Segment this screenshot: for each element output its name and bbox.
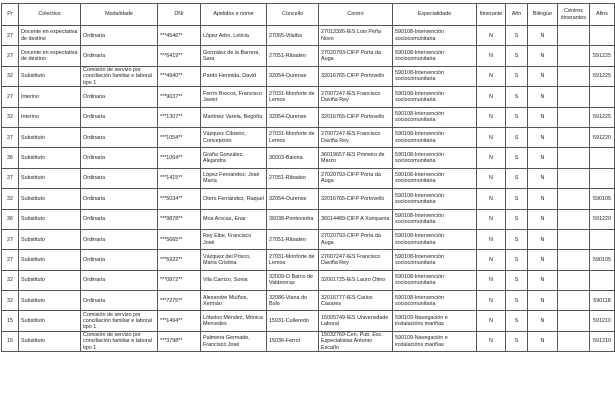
cell-concello: 32054-Ourense xyxy=(267,66,319,86)
cell-afin: S xyxy=(506,66,528,86)
cell-centro: 15005749-IES Universidade Laboral xyxy=(319,311,393,331)
cell-afins: 591220 xyxy=(590,209,615,229)
cell-colectivo: Docente en expectativa de destino xyxy=(19,26,81,46)
cell-modalidade: Ordinaria xyxy=(81,127,158,147)
cell-concello: 27031-Monforte de Lemos xyxy=(267,87,319,107)
cell-colectivo: Substituto xyxy=(19,270,81,290)
cell-afins xyxy=(590,168,615,188)
cell-centros-itinerantes xyxy=(558,291,590,311)
cell-modalidade: Comisión de servizo por conciliación familiar e laboral tipo 1 xyxy=(81,311,158,331)
cell-afins: 591210 xyxy=(590,311,615,331)
cell-nome: Lóbelos Méndez, Mónica Mercedes xyxy=(201,311,267,331)
table-row xyxy=(2,46,615,66)
header-row xyxy=(2,4,615,26)
cell-concello: 27031-Monforte de Lemos xyxy=(267,127,319,147)
cell-pr: 27 xyxy=(2,87,19,107)
cell-centro: 27013326-IES Lois Peña Novo xyxy=(319,26,393,46)
table-row xyxy=(2,148,615,168)
cell-pr: 15 xyxy=(2,331,19,351)
cell-centro: 27007247-IES Francisco Daviña Rey xyxy=(319,87,393,107)
cell-bilingue: N xyxy=(528,189,558,209)
cell-dni: ***3798** xyxy=(158,331,201,351)
cell-concello: 27051-Ribadeo xyxy=(267,168,319,188)
table-row xyxy=(2,189,615,209)
cell-centros-itinerantes xyxy=(558,107,590,127)
table-row xyxy=(2,66,615,86)
cell-nome: Pardo Hermida, David xyxy=(201,66,267,86)
cell-modalidade: Ordinaria xyxy=(81,189,158,209)
cell-afins: 591225 xyxy=(590,66,615,86)
cell-bilingue: N xyxy=(528,46,558,66)
cell-centro: 15032769-Cen. Pub. Esc. Especialistas Antonio Escaño xyxy=(319,331,393,351)
cell-pr: 27 xyxy=(2,229,19,249)
cell-colectivo: Interino xyxy=(19,87,81,107)
cell-afins xyxy=(590,26,615,46)
cell-centros-itinerantes xyxy=(558,168,590,188)
cell-modalidade: Comisión de servizo por conciliación familiar e laboral tipo 1 xyxy=(81,66,158,86)
cell-nome: Vázquez del Prisco, María Cristina xyxy=(201,250,267,270)
cell-especialidade: 590108-Intervención sociocomunitaria xyxy=(393,270,477,290)
cell-bilingue: N xyxy=(528,66,558,86)
cell-afin: S xyxy=(506,331,528,351)
cell-itinerante: N xyxy=(477,229,506,249)
cell-bilingue: N xyxy=(528,26,558,46)
cell-colectivo: Substituto xyxy=(19,250,81,270)
cell-centros-itinerantes xyxy=(558,331,590,351)
cell-afins xyxy=(590,270,615,290)
cell-dni: ***0872** xyxy=(158,270,201,290)
cell-pr: 32 xyxy=(2,291,19,311)
cell-modalidade: Ordinaria xyxy=(81,26,158,46)
cell-bilingue: N xyxy=(528,229,558,249)
cell-afin: S xyxy=(506,291,528,311)
cell-itinerante: N xyxy=(477,331,506,351)
table-row xyxy=(2,331,615,351)
cell-itinerante: N xyxy=(477,26,506,46)
cell-colectivo: Substituto xyxy=(19,127,81,147)
cell-modalidade: Ordinaria xyxy=(81,250,158,270)
cell-itinerante: N xyxy=(477,168,506,188)
cell-pr: 27 xyxy=(2,127,19,147)
cell-afins xyxy=(590,229,615,249)
cell-concello: 15036-Ferrol xyxy=(267,331,319,351)
cell-itinerante: N xyxy=(477,291,506,311)
column-header-centro: Centro xyxy=(319,4,393,26)
cell-especialidade: 590108-Intervención sociocomunitaria xyxy=(393,66,477,86)
column-header-bilingue: Bilingüe xyxy=(528,4,558,26)
cell-especialidade: 590108-Intervención sociocomunitaria xyxy=(393,209,477,229)
cell-nome: Moa Arocas, Enar xyxy=(201,209,267,229)
cell-bilingue: N xyxy=(528,311,558,331)
cell-pr: 36 xyxy=(2,148,19,168)
cell-colectivo: Substituto xyxy=(19,189,81,209)
cell-pr: 27 xyxy=(2,168,19,188)
cell-dni: ***1415** xyxy=(158,168,201,188)
cell-bilingue: N xyxy=(528,270,558,290)
cell-especialidade: 590108-Intervención sociocomunitaria xyxy=(393,107,477,127)
column-header-dni: DNI xyxy=(158,4,201,26)
cell-centro: 32016765-CIFP Portovello xyxy=(319,107,393,127)
cell-concello: 27065-Vilalba xyxy=(267,26,319,46)
cell-itinerante: N xyxy=(477,87,506,107)
cell-modalidade: Ordinaria xyxy=(81,148,158,168)
cell-modalidade: Ordinaria xyxy=(81,168,158,188)
cell-centro: 27020793-CIFP Porta da Auga xyxy=(319,229,393,249)
cell-centros-itinerantes xyxy=(558,87,590,107)
cell-especialidade: 590108-Intervención sociocomunitaria xyxy=(393,148,477,168)
cell-centros-itinerantes xyxy=(558,189,590,209)
cell-nome: Otero Fernández, Raquel xyxy=(201,189,267,209)
cell-pr: 27 xyxy=(2,46,19,66)
cell-centro: 27007247-IES Francisco Daviña Rey xyxy=(319,250,393,270)
assignments-table xyxy=(1,3,615,352)
cell-especialidade: 590109-Navegación e instalacións mariñas xyxy=(393,311,477,331)
cell-concello: 27051-Ribadeo xyxy=(267,46,319,66)
cell-itinerante: N xyxy=(477,209,506,229)
cell-concello: 32009-O Barco de Valdeorras xyxy=(267,270,319,290)
cell-bilingue: N xyxy=(528,168,558,188)
cell-itinerante: N xyxy=(477,189,506,209)
table-row xyxy=(2,209,615,229)
cell-colectivo: Substituto xyxy=(19,311,81,331)
cell-pr: 32 xyxy=(2,66,19,86)
cell-especialidade: 590108-Intervención sociocomunitaria xyxy=(393,291,477,311)
cell-pr: 32 xyxy=(2,189,19,209)
table-body xyxy=(2,26,615,352)
table-row xyxy=(2,26,615,46)
cell-afins: 591220 xyxy=(590,127,615,147)
cell-afins: 590118 xyxy=(590,291,615,311)
cell-centro: 36014489-CIFP A Xunqueira xyxy=(319,209,393,229)
cell-colectivo: Substituto xyxy=(19,148,81,168)
table-row xyxy=(2,127,615,147)
cell-afin: S xyxy=(506,26,528,46)
cell-nome: Ferrín Brocos, Francisco Javier xyxy=(201,87,267,107)
cell-nome: Rey Eibe, Francisco José xyxy=(201,229,267,249)
cell-centros-itinerantes xyxy=(558,209,590,229)
cell-afins: 591225 xyxy=(590,46,615,66)
cell-nome: Martínez Varela, Begoña xyxy=(201,107,267,127)
cell-afin: S xyxy=(506,127,528,147)
cell-colectivo: Substituto xyxy=(19,291,81,311)
cell-bilingue: N xyxy=(528,291,558,311)
cell-centros-itinerantes xyxy=(558,46,590,66)
cell-afin: S xyxy=(506,46,528,66)
cell-itinerante: N xyxy=(477,127,506,147)
cell-colectivo: Substituto xyxy=(19,331,81,351)
cell-centro: 32016765-CIFP Portovello xyxy=(319,189,393,209)
cell-colectivo: Substituto xyxy=(19,209,81,229)
table-row xyxy=(2,229,615,249)
column-header-concello: Concello xyxy=(267,4,319,26)
cell-centro: 32016765-CIFP Portovello xyxy=(319,66,393,86)
cell-afins: 591225 xyxy=(590,107,615,127)
cell-especialidade: 590108-Intervención sociocomunitaria xyxy=(393,168,477,188)
cell-concello: 15031-Culleredo xyxy=(267,311,319,331)
cell-dni: ***4546** xyxy=(158,26,201,46)
cell-dni: ***5034** xyxy=(158,189,201,209)
cell-centro: 36019657-IES Primeiro de Marzo xyxy=(319,148,393,168)
cell-especialidade: 590108-Intervención sociocomunitaria xyxy=(393,127,477,147)
cell-colectivo: Substituto xyxy=(19,66,81,86)
cell-bilingue: N xyxy=(528,209,558,229)
cell-colectivo: Substituto xyxy=(19,229,81,249)
cell-nome: González de la Barrera, Sara xyxy=(201,46,267,66)
cell-afins xyxy=(590,87,615,107)
cell-centros-itinerantes xyxy=(558,250,590,270)
cell-centros-itinerantes xyxy=(558,127,590,147)
cell-afins: 590105 xyxy=(590,189,615,209)
column-header-afin: Afín xyxy=(506,4,528,26)
cell-nome: López Adro, Leticia xyxy=(201,26,267,46)
cell-modalidade: Ordinaria xyxy=(81,87,158,107)
cell-especialidade: 590108-Intervención sociocomunitaria xyxy=(393,250,477,270)
column-header-modalidade: Modalidade xyxy=(81,4,158,26)
cell-afin: S xyxy=(506,250,528,270)
cell-modalidade: Ordinaria xyxy=(81,270,158,290)
column-header-especialidade: Especialidade xyxy=(393,4,477,26)
cell-concello: 36038-Pontevedra xyxy=(267,209,319,229)
cell-centros-itinerantes xyxy=(558,270,590,290)
cell-bilingue: N xyxy=(528,107,558,127)
table-row xyxy=(2,270,615,290)
cell-colectivo: Substituto xyxy=(19,168,81,188)
table-row xyxy=(2,311,615,331)
cell-nome: López Fernández, José María xyxy=(201,168,267,188)
cell-concello: 32086-Viana do Bolo xyxy=(267,291,319,311)
cell-afin: S xyxy=(506,168,528,188)
column-header-itinerante: Itinerante xyxy=(477,4,506,26)
cell-afin: S xyxy=(506,107,528,127)
cell-centros-itinerantes xyxy=(558,148,590,168)
cell-dni: ***1054** xyxy=(158,127,201,147)
cell-itinerante: N xyxy=(477,270,506,290)
cell-itinerante: N xyxy=(477,148,506,168)
cell-concello: 27031-Monforte de Lemos xyxy=(267,250,319,270)
cell-bilingue: N xyxy=(528,87,558,107)
cell-itinerante: N xyxy=(477,66,506,86)
cell-nome: Palmeira Germade, Francisco José xyxy=(201,331,267,351)
cell-modalidade: Ordinaria xyxy=(81,209,158,229)
cell-concello: 32054-Ourense xyxy=(267,107,319,127)
cell-modalidade: Ordinaria xyxy=(81,46,158,66)
cell-afins xyxy=(590,148,615,168)
cell-afin: S xyxy=(506,189,528,209)
column-header-nome: Apelidos e nome xyxy=(201,4,267,26)
cell-centro: 27020793-CIFP Porta da Auga xyxy=(319,168,393,188)
cell-pr: 27 xyxy=(2,26,19,46)
cell-nome: Graña González, Alejandra xyxy=(201,148,267,168)
cell-dni: ***5922** xyxy=(158,250,201,270)
table-row xyxy=(2,107,615,127)
cell-dni: ***7275** xyxy=(158,291,201,311)
cell-especialidade: 590108-Intervención sociocomunitaria xyxy=(393,229,477,249)
table-header xyxy=(2,4,615,26)
column-header-colectivo: Colectivo xyxy=(19,4,81,26)
column-header-pr: Pr xyxy=(2,4,19,26)
table-row xyxy=(2,168,615,188)
cell-pr: 32 xyxy=(2,270,19,290)
cell-centros-itinerantes xyxy=(558,311,590,331)
cell-modalidade: Ordinaria xyxy=(81,229,158,249)
cell-centro: 32001725-IES Lauro Olmo xyxy=(319,270,393,290)
cell-dni: ***6419** xyxy=(158,46,201,66)
cell-pr: 32 xyxy=(2,107,19,127)
cell-pr: 27 xyxy=(2,250,19,270)
cell-especialidade: 590108-Intervención sociocomunitaria xyxy=(393,26,477,46)
cell-centros-itinerantes xyxy=(558,26,590,46)
cell-afins: 591210 xyxy=(590,331,615,351)
cell-modalidade: Ordinaria xyxy=(81,291,158,311)
column-header-afins: Afins xyxy=(590,4,615,26)
cell-itinerante: N xyxy=(477,107,506,127)
cell-concello: 27051-Ribadeo xyxy=(267,229,319,249)
cell-colectivo: Docente en expectativa de destino xyxy=(19,46,81,66)
cell-dni: ***1064** xyxy=(158,148,201,168)
cell-dni: ***1494** xyxy=(158,311,201,331)
cell-centro: 27020793-CIFP Porta da Auga xyxy=(319,46,393,66)
cell-dni: ***1307** xyxy=(158,107,201,127)
cell-afin: S xyxy=(506,311,528,331)
cell-dni: ***9037** xyxy=(158,87,201,107)
cell-centros-itinerantes xyxy=(558,66,590,86)
cell-afin: S xyxy=(506,270,528,290)
table-row xyxy=(2,291,615,311)
cell-especialidade: 590109-Navegación e instalacións mariñas xyxy=(393,331,477,351)
cell-especialidade: 590108-Intervención sociocomunitaria xyxy=(393,87,477,107)
cell-bilingue: N xyxy=(528,148,558,168)
cell-especialidade: 590108-Intervención sociocomunitaria xyxy=(393,189,477,209)
cell-afin: S xyxy=(506,229,528,249)
cell-bilingue: N xyxy=(528,127,558,147)
cell-itinerante: N xyxy=(477,250,506,270)
column-header-centros-itinerantes: Centros itinerantes xyxy=(558,4,590,26)
cell-dni: ***9878** xyxy=(158,209,201,229)
cell-colectivo: Interino xyxy=(19,107,81,127)
cell-centro: 27007247-IES Francisco Daviña Rey xyxy=(319,127,393,147)
cell-afins: 590105 xyxy=(590,250,615,270)
cell-dni: ***4940** xyxy=(158,66,201,86)
cell-bilingue: N xyxy=(528,331,558,351)
cell-bilingue: N xyxy=(528,250,558,270)
cell-afin: S xyxy=(506,87,528,107)
cell-modalidade: Comisión de servizo por conciliación familiar e laboral tipo 1 xyxy=(81,331,158,351)
cell-modalidade: Ordinaria xyxy=(81,107,158,127)
cell-nome: Vila Carrizo, Sonia xyxy=(201,270,267,290)
table-row xyxy=(2,250,615,270)
cell-afin: S xyxy=(506,148,528,168)
cell-concello: 36003-Baiona xyxy=(267,148,319,168)
cell-concello: 32054-Ourense xyxy=(267,189,319,209)
cell-itinerante: N xyxy=(477,46,506,66)
cell-dni: ***5665** xyxy=(158,229,201,249)
cell-nome: Alexandre Muíños, Xermán xyxy=(201,291,267,311)
cell-pr: 15 xyxy=(2,311,19,331)
table-row xyxy=(2,87,615,107)
cell-itinerante: N xyxy=(477,311,506,331)
cell-centro: 32016777-IES Carlos Casares xyxy=(319,291,393,311)
cell-especialidade: 590108-Intervención sociocomunitaria xyxy=(393,46,477,66)
cell-pr: 36 xyxy=(2,209,19,229)
cell-afin: S xyxy=(506,209,528,229)
cell-nome: Vázquez Cibreiro, Concepción xyxy=(201,127,267,147)
cell-centros-itinerantes xyxy=(558,229,590,249)
